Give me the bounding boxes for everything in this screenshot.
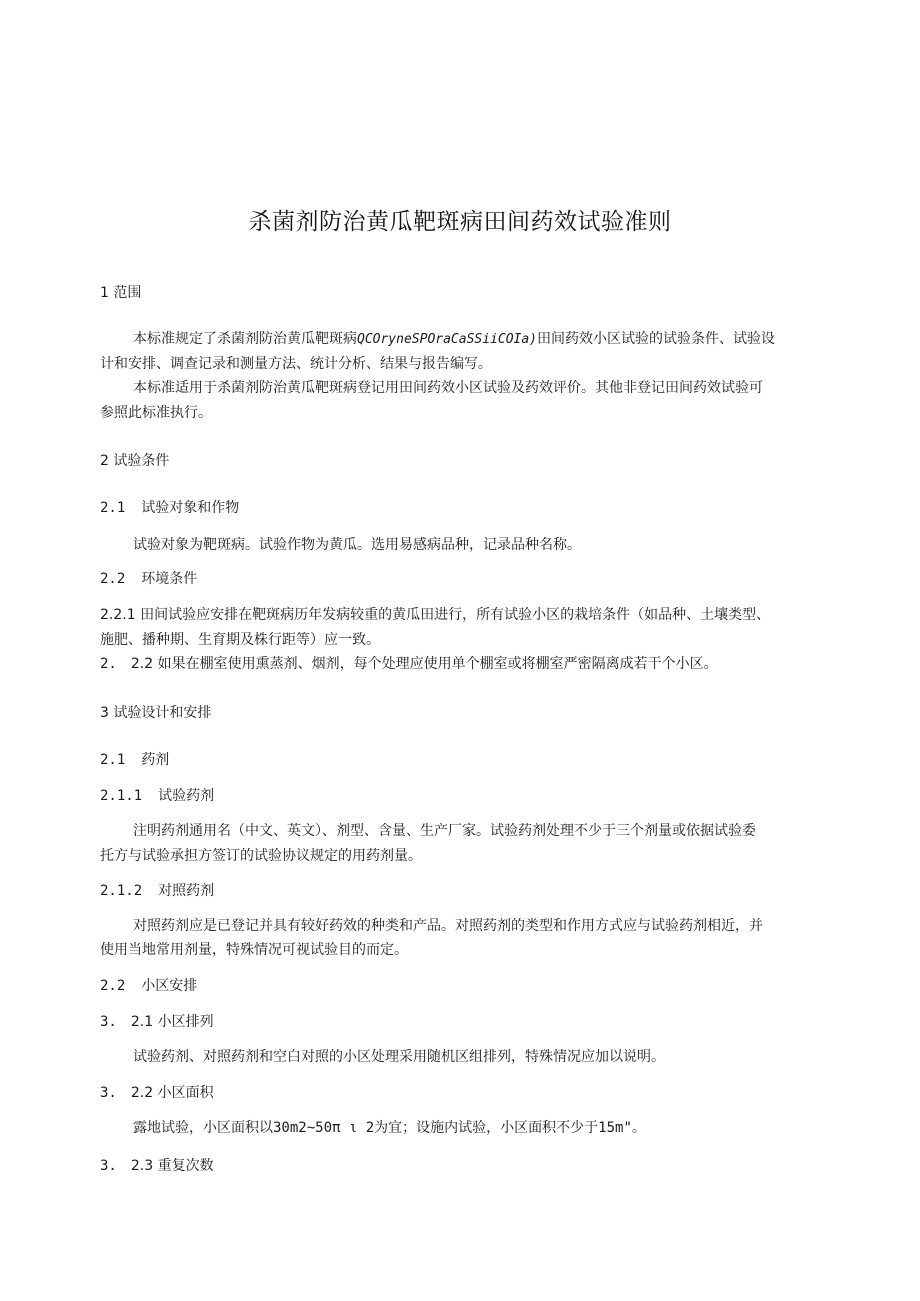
section-1-heading: 1 范围 (100, 285, 142, 301)
p1-prefix: 本标准规定了杀菌剂防治黄瓜靶斑病 (133, 331, 357, 347)
section-3-2-3-title: 2.3 重复次数 (130, 1158, 214, 1174)
section-3-1-1-heading (100, 786, 214, 806)
section-3-2-1-heading (100, 1012, 214, 1032)
section-3-2-2-title: 2.2 小区面积 (130, 1085, 214, 1101)
section-3-1-number: 2.1 (100, 752, 126, 768)
section-3-2-1-number: 3. (100, 1014, 117, 1030)
plot-area-value-greenhouse: 15m" (598, 1120, 632, 1136)
section-3-1-2-title: 对照药剂 (158, 883, 215, 899)
section-3-heading: 3 试验设计和安排 (100, 705, 212, 721)
plot-area-mid: 为宜；设施内试验，小区面积不少于 (374, 1120, 599, 1136)
section-3-1-2-line-1: 对照药剂应是已登记并具有较好药效的种类和产品。对照药剂的类型和作用方式应与试验药剂相近，并 (133, 918, 763, 934)
section-1-paragraph-2-line-2: 参照此标准执行。 (100, 405, 212, 421)
section-1-paragraph-2-line-1: 本标准适用于杀菌剂防治黄瓜靶斑病登记用田间药效小区试验及药效评价。其他非登记田间药效试验可 (133, 380, 763, 396)
section-3-1-2-number: 2.1.2 (100, 883, 143, 899)
section-2-2-number: 2.2 (100, 571, 126, 587)
section-1-paragraph-1-line-2: 计和安排、调查记录和测量方法、统计分析、结果与报告编写。 (100, 356, 492, 372)
section-3-1-1-line-2: 托方与试验承担方签订的试验协议规定的用药剂量。 (100, 848, 422, 864)
section-2-1-text: 试验对象为靶斑病。试验作物为黄瓜。选用易感病品种，记录品种名称。 (133, 537, 581, 553)
section-3-2-2-number: 3. (100, 1085, 117, 1101)
plot-area-end: 。 (631, 1120, 646, 1136)
section-2-2-1-line-2: 施肥、播种期、生育期及株行距等）应一致。 (100, 632, 380, 648)
section-3-2-1-text: 试验药剂、对照药剂和空白对照的小区处理采用随机区组排列，特殊情况应加以说明。 (133, 1049, 665, 1065)
plot-area-value-field: 30m2~50π ι 2 (273, 1120, 375, 1136)
section-2-1-title: 试验对象和作物 (141, 500, 240, 516)
document-title: 杀菌剂防治黄瓜靶斑病田间药效试验准则 (248, 209, 672, 235)
section-3-1-2-heading (100, 881, 214, 901)
section-3-2-1-title: 2.1 小区排列 (130, 1014, 214, 1030)
section-3-2-3-number: 3. (100, 1158, 117, 1174)
section-3-2-2-text (133, 1118, 646, 1138)
section-2-2-2-number: 2. (100, 656, 117, 672)
section-2-2-1-line-1: 2.2.1 田间试验应安排在靶斑病历年发病较重的黄瓜田进行，所有试验小区的栽培条件（如品种、土壤类型、 (100, 607, 771, 623)
section-2-2-2-text: 2.2 如果在棚室使用熏蒸剂、烟剂，每个处理应使用单个棚室或将棚室严密隔离成若干个小区。 (130, 656, 718, 672)
section-3-1-1-line-1: 注明药剂通用名（中文、英文）、剂型、含量、生产厂家。试验药剂处理不少于三个剂量或依据试验委 (133, 823, 756, 839)
plot-area-prefix: 露地试验，小区面积以 (133, 1120, 273, 1136)
section-2-1-number: 2.1 (100, 500, 126, 516)
section-2-2-title: 环境条件 (141, 571, 198, 587)
section-3-1-1-number: 2.1.1 (100, 788, 143, 804)
section-2-2-heading (100, 569, 197, 589)
section-2-heading: 2 试验条件 (100, 453, 170, 469)
section-3-2-3-heading (100, 1156, 214, 1176)
section-3-1-heading (100, 750, 169, 770)
section-3-1-2-line-2: 使用当地常用剂量，特殊情况可视试验目的而定。 (100, 942, 408, 958)
section-3-2-title: 小区安排 (141, 978, 198, 994)
p1-suffix: 田间药效小区试验的试验条件、试验设 (537, 331, 776, 347)
section-3-1-1-title: 试验药剂 (158, 788, 215, 804)
section-3-2-number: 2.2 (100, 978, 126, 994)
section-3-2-heading (100, 976, 197, 996)
section-2-2-2-line (100, 654, 718, 674)
section-3-2-2-heading (100, 1083, 214, 1103)
section-3-1-title: 药剂 (141, 752, 170, 768)
section-2-1-heading (100, 498, 239, 518)
pathogen-latin-name: QCOryneSPOraCaSSiiCOIa) (357, 332, 538, 347)
section-1-paragraph-1-line-1 (133, 329, 775, 350)
